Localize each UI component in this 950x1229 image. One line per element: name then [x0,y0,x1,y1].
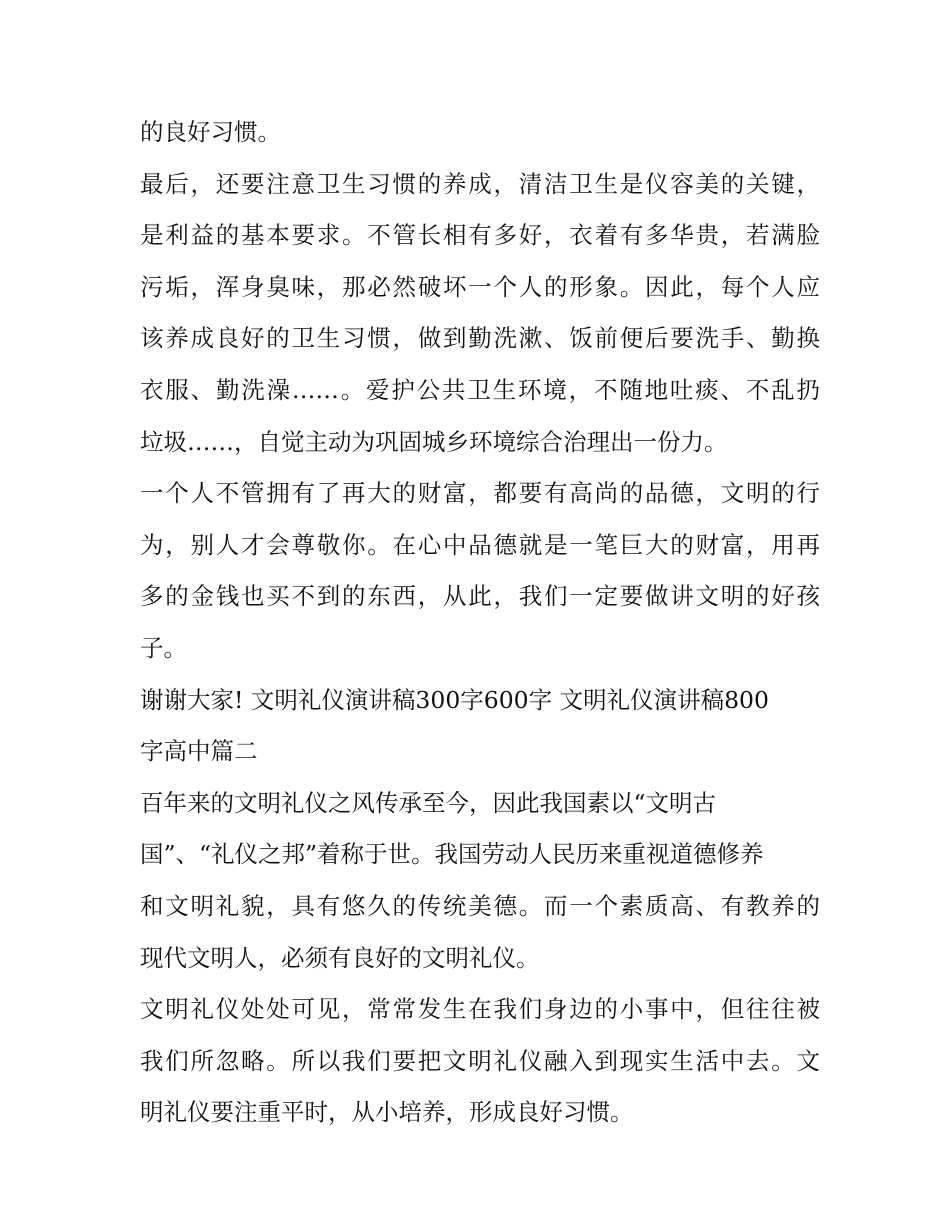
text-line: 垃圾……，自觉主动为巩固城乡环境综合治理出一份力。 [140,427,728,456]
document-body [140,107,820,1139]
text-line: 国”、“礼仪之邦”着称于世。我国劳动人民历来重视道德修养 [140,840,764,869]
text-line: 为，别人才会尊敬你。在心中品德就是一笔巨大的财富，用再 [140,530,820,559]
text-line: 明礼仪要注重平时，从小培养，形成良好习惯。 [140,1098,634,1127]
text-line: 一个人不管拥有了再大的财富，都要有高尚的品德，文明的行 [140,479,820,508]
text-line: 现代文明人，必须有良好的文明礼仪。 [140,943,540,972]
text-line: 子。 [140,633,187,662]
text-line: 该养成良好的卫生习惯，做到勤洗漱、饭前便后要洗手、勤换 [140,324,820,353]
text-line: 百年来的文明礼仪之风传承至今，因此我国素以“文明古 [140,788,717,817]
text-line: 字高中篇二 [140,737,258,766]
text-line: 多的金钱也买不到的东西，从此，我们一定要做讲文明的好孩 [140,582,820,611]
text-line: 文明礼仪处处可见，常常发生在我们身边的小事中，但往往被 [140,995,820,1024]
text-line: 污垢，浑身臭味，那必然破坏一个人的形象。因此，每个人应 [140,272,820,301]
text-line: 谢谢大家! 文明礼仪演讲稿300字600字 文明礼仪演讲稿800 [140,685,769,714]
text-line: 是利益的基本要求。不管长相有多好，衣着有多华贵，若满脸 [140,221,820,250]
text-line: 最后，还要注意卫生习惯的养成，清洁卫生是仪容美的关键， [140,169,820,198]
text-line: 的良好习惯。 [140,118,281,146]
text-line: 衣服、勤洗澡……。爱护公共卫生环境，不随地吐痰、不乱扔 [140,375,820,404]
text-line: 我们所忽略。所以我们要把文明礼仪融入到现实生活中去。文 [140,1046,820,1075]
text-line: 和文明礼貌，具有悠久的传统美德。而一个素质高、有教养的 [140,891,820,920]
